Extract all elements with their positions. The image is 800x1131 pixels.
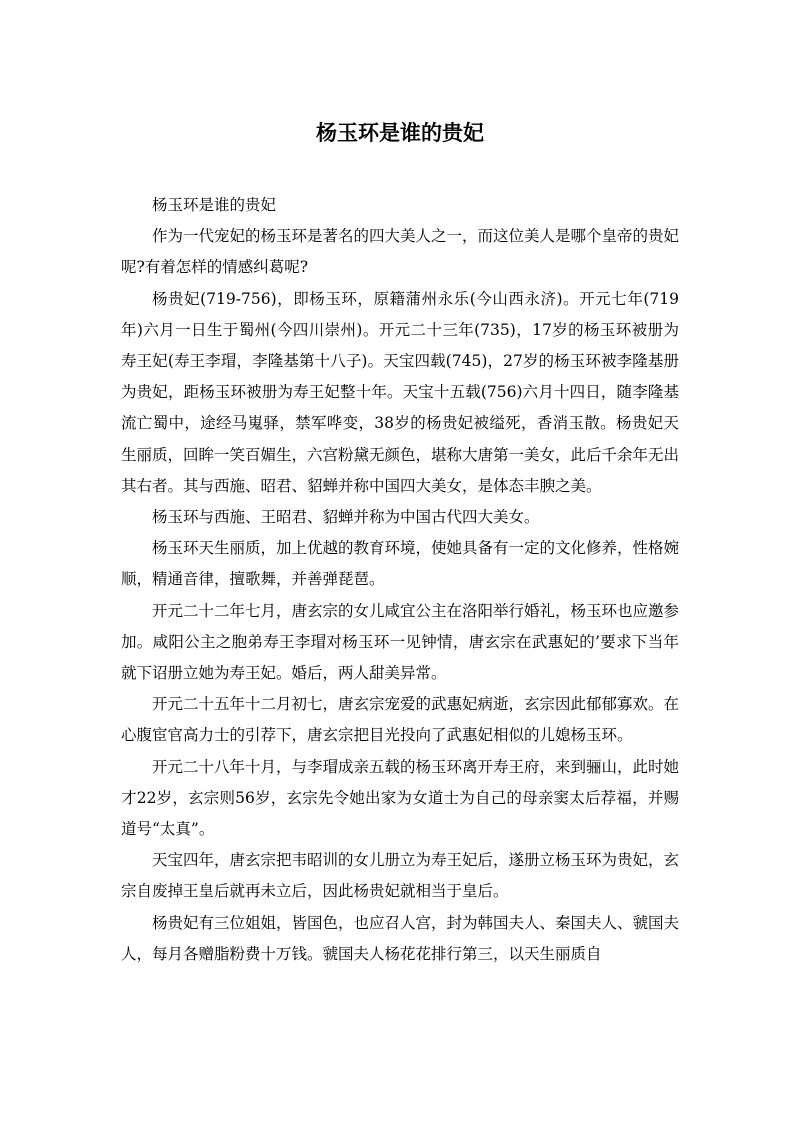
body-paragraph: 杨贵妃(719-756)，即杨玉环，原籍蒲州永乐(今山西永济)。开元七年(719年)六月一日生于蜀州(今四川崇州)。开元二十三年(735)，17岁的杨玉环被册为寿王妃(寿王李瑁，李隆基第十八子)。天宝四载(745)，27岁的杨玉环被李隆基册为贵妃，距杨玉环被册为寿王妃整十年。天宝十五载(756)六月十四日，随李隆基流亡蜀中，途经马嵬驿，禁军哗变，38岁的杨贵妃被缢死，香消玉散。杨贵妃天生丽质，回眸一笑百媚生，六宫粉黛无颜色，堪称大唐第一美女，此后千余年无出其右者。其与西施、昭君、貂蝉并称中国四大美女，是体态丰腴之美。 <box>121 289 680 495</box>
body-paragraph: 杨玉环是谁的贵妃 <box>152 196 277 214</box>
body-paragraph: 杨玉环天生丽质，加上优越的教育环境，使她具备有一定的文化修养，性格婉顺，精通音律，擅歌舞，并善弹琵琶。 <box>121 539 680 589</box>
document-body <box>121 190 679 970</box>
body-paragraph: 杨玉环与西施、王昭君、貂蝉并称为中国古代四大美女。 <box>152 508 540 527</box>
body-paragraph: 作为一代宠妃的杨玉环是著名的四大美人之一，而这位美人是哪个皇帝的贵妃呢?有着怎样的情感纠葛呢? <box>121 227 680 277</box>
body-paragraph: 开元二十五年十二月初七，唐玄宗宠爱的武惠妃病逝，玄宗因此郁郁寡欢。在心腹宦官高力士的引荐下，唐玄宗把目光投向了武惠妃相似的儿媳杨玉环。 <box>121 695 680 745</box>
body-paragraph: 开元二十八年十月，与李瑁成亲五载的杨玉环离开寿王府，来到骊山，此时她才22岁，玄宗则56岁，玄宗先令她出家为女道士为自己的母亲窦太后荐福，并赐道号“太真”。 <box>121 757 680 839</box>
body-paragraph: 开元二十二年七月，唐玄宗的女儿咸宜公主在洛阳举行婚礼，杨玉环也应邀参加。咸阳公主之胞弟寿王李瑁对杨玉环一见钟情，唐玄宗在武惠妃的’要求下当年就下诏册立她为寿王妃。婚后，两人甜美异常。 <box>121 601 680 683</box>
body-paragraph: 杨贵妃有三位姐姐，皆国色，也应召人宫，封为韩国夫人、秦国夫人、虢国夫人，每月各赠脂粉费十万钱。虢国夫人杨花花排行第三，以天生丽质自 <box>121 913 680 963</box>
document-title: 杨玉环是谁的贵妃 <box>316 121 484 145</box>
body-paragraph: 天宝四年，唐玄宗把韦昭训的女儿册立为寿王妃后，遂册立杨玉环为贵妃，玄宗自废掉王皇后就再未立后，因此杨贵妃就相当于皇后。 <box>121 851 680 901</box>
